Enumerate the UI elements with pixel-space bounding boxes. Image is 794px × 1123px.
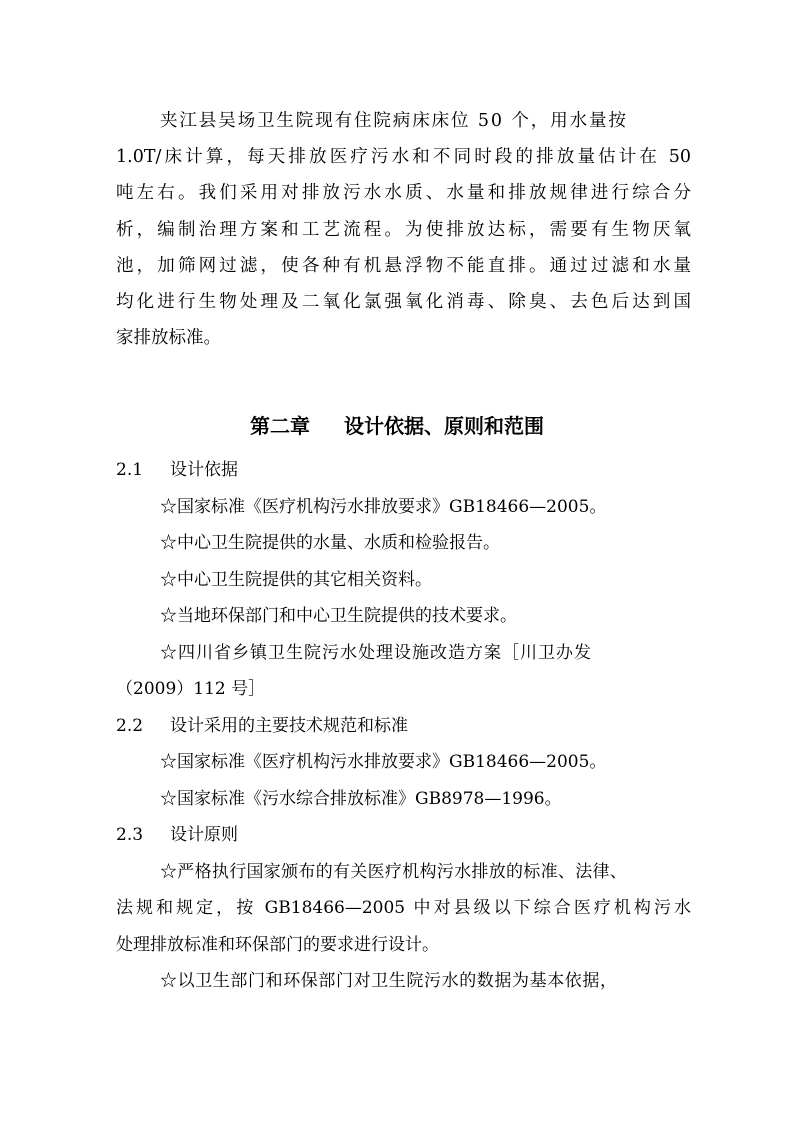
intro-line: 池，加筛网过滤，使各种有机悬浮物不能直排。通过过滤和水量 [116, 255, 691, 276]
intro-line: 夹江县吴场卫生院现有住院病床床位 50 个，用水量按 [160, 111, 628, 131]
section-number: 2.3 [116, 825, 144, 845]
list-item: ☆以卫生部门和环保部门对卫生院污水的数据为基本依据， [160, 971, 618, 991]
list-item: ☆当地环保部门和中心卫生院提供的技术要求。 [160, 606, 517, 626]
list-item-continuation: （2009）112 号］ [116, 679, 266, 699]
chapter-number: 第二章 [250, 414, 310, 438]
section-number: 2.1 [116, 460, 144, 480]
section-title: 设计原则 [170, 825, 238, 845]
intro-line: 均化进行生物处理及二氧化氯强氧化消毒、除臭、去色后达到国 [116, 292, 691, 313]
chapter-title: 设计依据、原则和范围 [344, 414, 544, 438]
list-item: ☆国家标准《污水综合排放标准》GB8978—1996。 [160, 788, 562, 809]
intro-line: 吨左右。我们采用对排放污水水质、水量和排放规律进行综合分 [116, 183, 691, 204]
intro-line: 家排放标准。 [116, 328, 221, 349]
list-item-continuation: 法规和规定，按 GB18466—2005 中对县级以下综合医疗机构污水 [116, 898, 691, 918]
section-number: 2.2 [116, 715, 144, 736]
intro-paragraph [116, 103, 691, 356]
list-item-continuation: 处理排放标准和环保部门的要求进行设计。 [116, 934, 439, 955]
list-item: ☆中心卫生院提供的其它相关资料。 [160, 569, 432, 590]
list-item: ☆中心卫生院提供的水量、水质和检验报告。 [160, 533, 500, 553]
section-heading [116, 817, 691, 854]
intro-line: 1.0T/床计算，每天排放医疗污水和不同时段的排放量估计在 50 [116, 147, 691, 168]
section-title: 设计依据 [170, 460, 238, 480]
section-heading [116, 708, 691, 745]
list-item: ☆国家标准《医疗机构污水排放要求》GB18466—2005。 [160, 496, 607, 517]
section-title: 设计采用的主要技术规范和标准 [170, 715, 408, 736]
list-item: ☆国家标准《医疗机构污水排放要求》GB18466—2005。 [160, 752, 607, 772]
list-item: ☆四川省乡镇卫生院污水处理设施改造方案［川卫办发 [160, 642, 592, 663]
chapter-heading [0, 411, 794, 441]
intro-line: 析，编制治理方案和工艺流程。为使排放达标，需要有生物厌氧 [116, 219, 691, 240]
document-body [116, 452, 691, 1000]
section-heading [116, 452, 691, 489]
list-item: ☆严格执行国家颁布的有关医疗机构污水排放的标准、法律、 [160, 861, 628, 882]
